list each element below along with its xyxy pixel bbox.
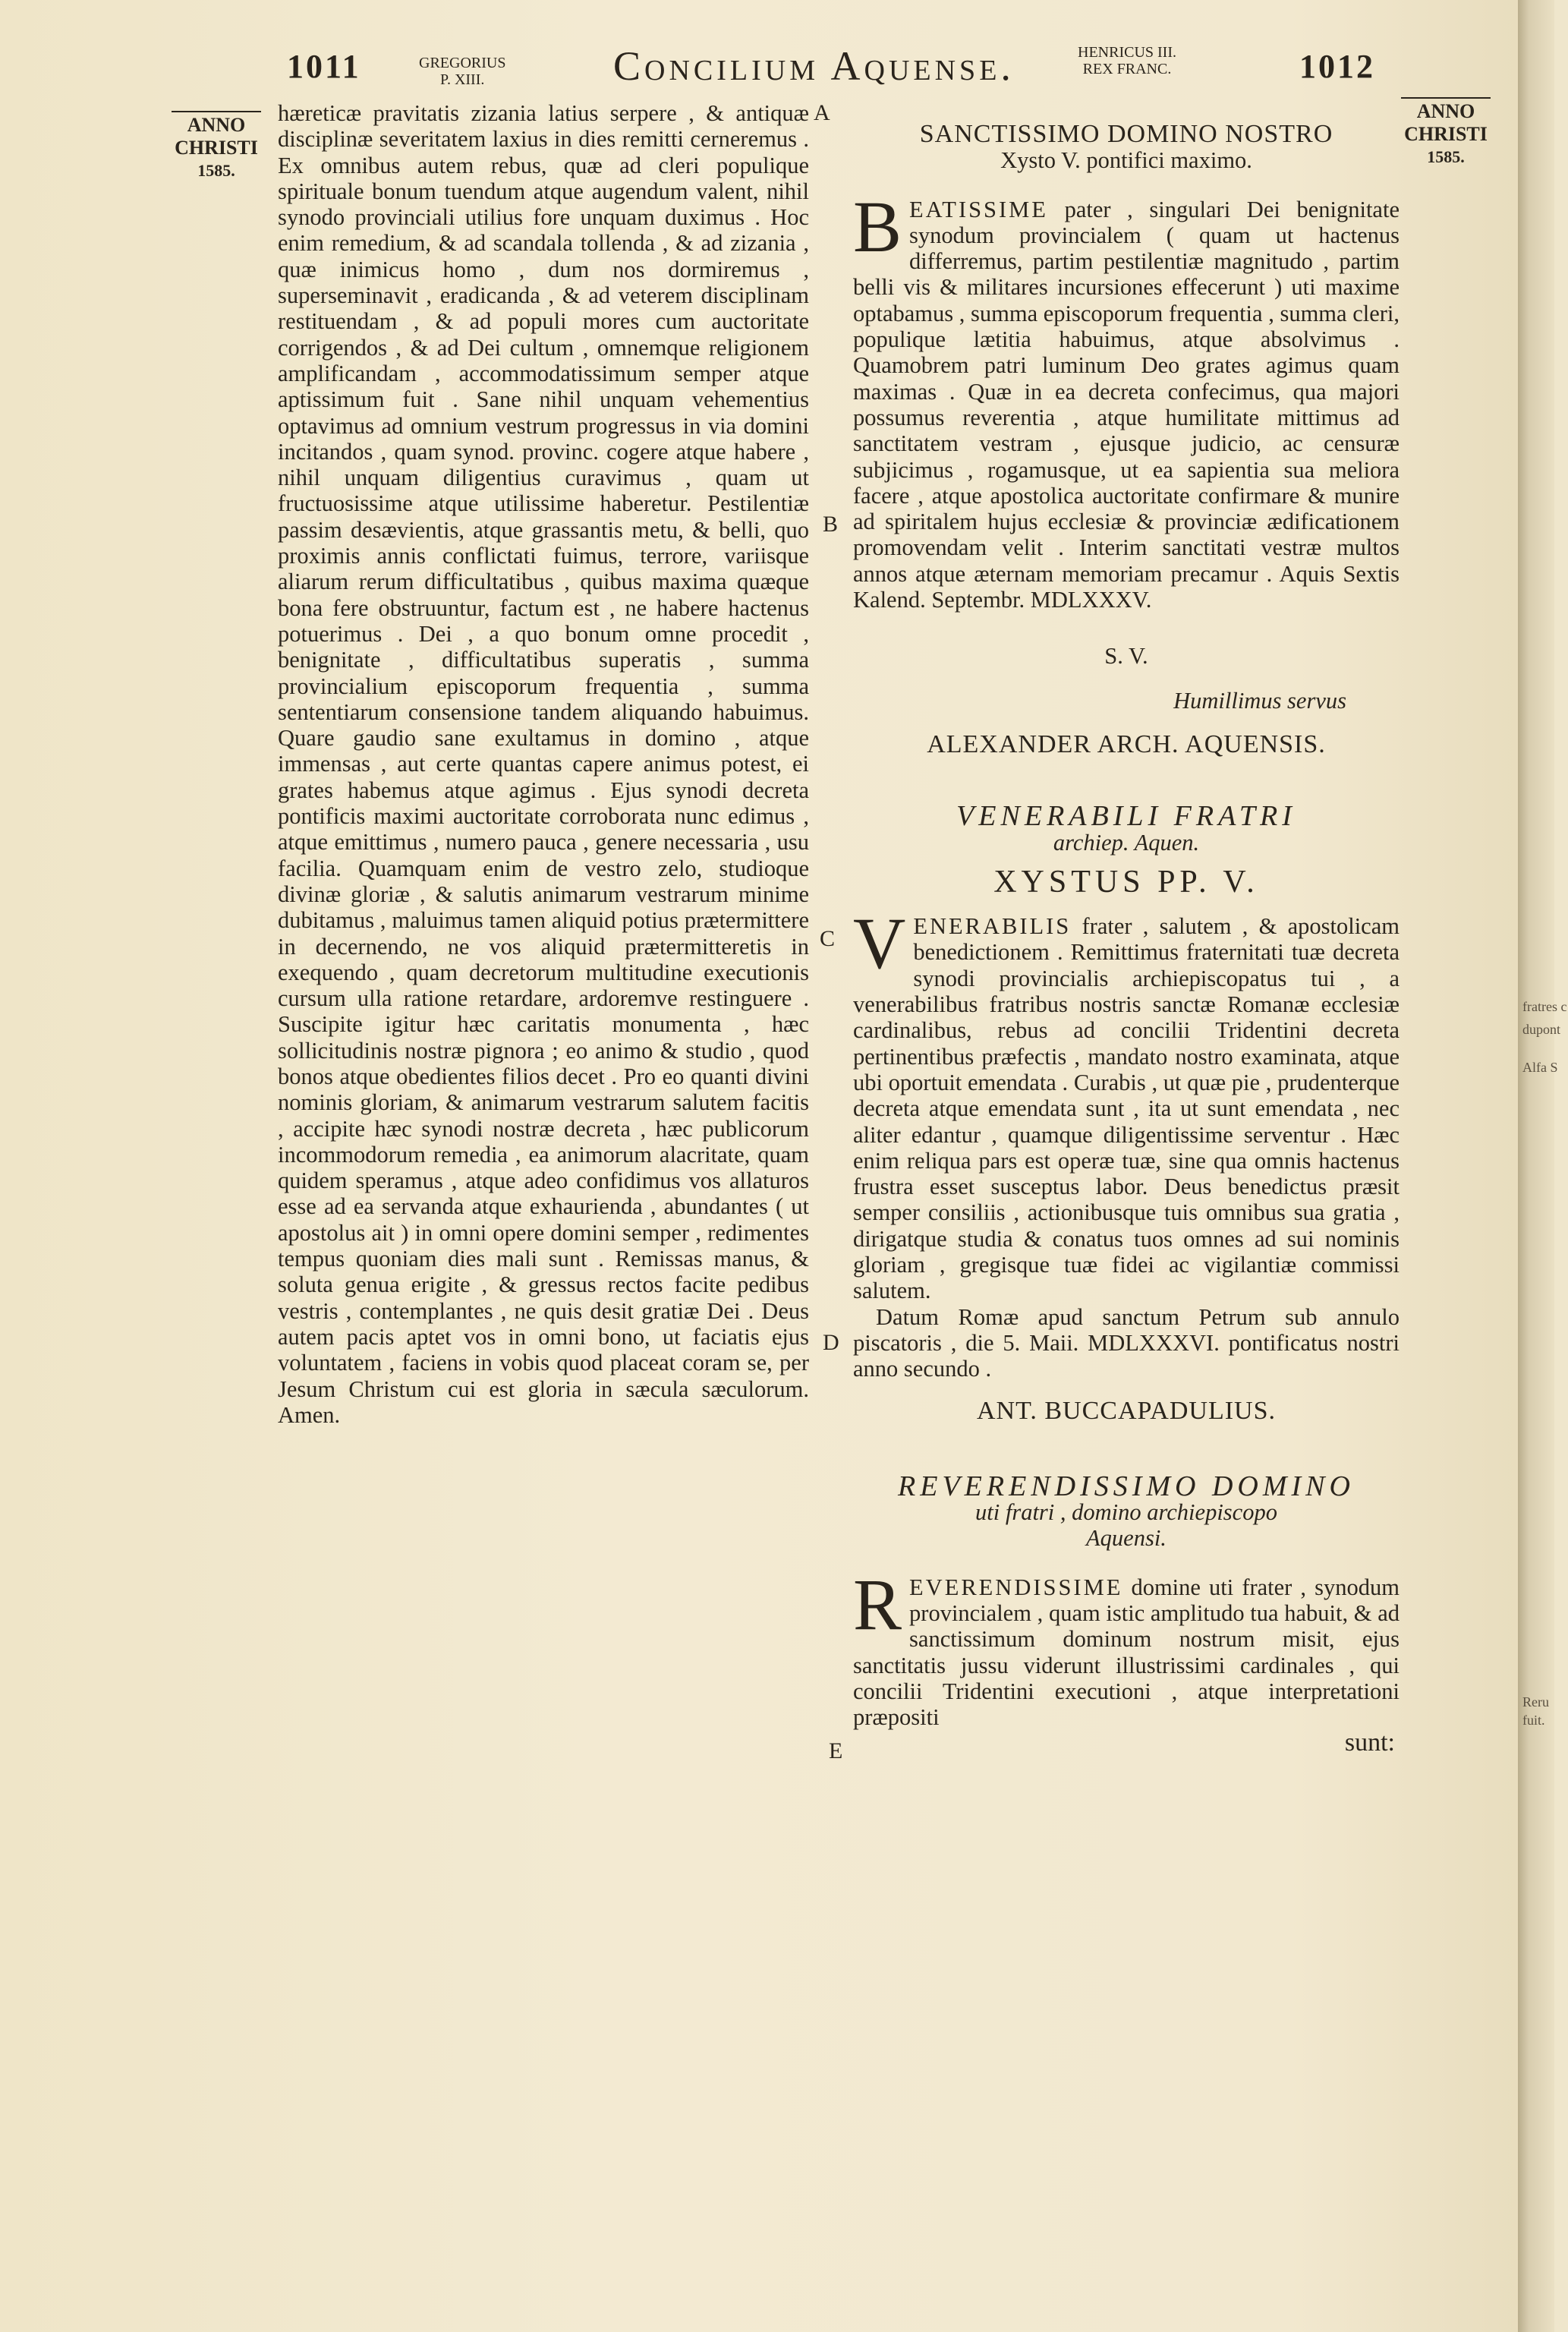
letter2-dropcap: V — [853, 903, 906, 985]
section-letter-d: D — [823, 1330, 839, 1355]
right-column — [853, 121, 1400, 1757]
letter1-sv: S. V. — [1104, 643, 1148, 670]
left-running-name: GREGORIUS P. XIII. — [419, 55, 506, 88]
letter1-servant: Humillimus servus — [1173, 687, 1346, 714]
letter3-rubric-sub1: uti fratri , domino archiepiscopo — [975, 1499, 1277, 1526]
letter2-title: XYSTUS PP. V. — [993, 864, 1259, 900]
letter3-body: REVERENDISSIME domine uti frater , synodum provincialem , quam istic amplitudo tua habuit, & ad sanctissimum dominum nostrum misit, ejus sanctitatis jussu viderunt illustrissimi cardinales , qui concilii Tridentini executioni , atque interpretationi præpositi — [853, 1563, 1400, 1731]
letter2-dated: Datum Romæ apud sanctum Petrum sub annulo piscatoris , die 5. Maii. MDLXXXVI. pontificatus nostri anno secundo . — [853, 1303, 1400, 1382]
letter1-subheading: Xysto V. pontifici maximo. — [1000, 147, 1252, 174]
letter1-dropcap: B — [853, 185, 902, 267]
section-letter-a: A — [814, 100, 830, 125]
letter2-lead: ENERABILIS — [913, 913, 1072, 940]
facing-fragment: fratres c — [1522, 999, 1567, 1014]
letter1-signature: ALEXANDER ARCH. AQUENSIS. — [927, 730, 1326, 758]
letter3-rubric: REVERENDISSIMO DOMINO — [898, 1470, 1355, 1502]
catchword: sunt: — [1344, 1729, 1395, 1757]
letter1-heading: SANCTISSIMO DOMINO NOSTRO — [919, 120, 1333, 148]
letter3-rubric-sub2: Aquensi. — [1086, 1525, 1167, 1552]
letter2-rubric: VENERABILI FRATRI — [956, 800, 1296, 833]
right-margin-year: ANNO CHRISTI 1585. — [1401, 97, 1491, 169]
letter2-body: VENERABILIS frater , salutem , & apostolicam benedictionem . Remittimus fraternitati tuæ decreta synodi provincialis archiepiscopatus tui , a venerabilibus fratribus nostris sanctæ Romanæ ecclesiæ cardinalibus, rebus ad concilii Tridentini decreta pertinentibus præfectis , mandato nostro examinata, atque ubi oportuit emendata . Curabis , ut quæ pie , prudenterque decreta atque emendata sunt , ita ut sunt emendata , nec aliter edantur , quamque diligentissime serventur . Hæc enim reliqua pars est operæ tuæ, sine qua omnis hactenus frustra esset susceptus labor. Deus benedictus præsit semper consiliis , actionibusque tuis omnibus sua gratia , dirigatque studia & conatus tuos omnes ad sui nominis gloriam , gregisque tuæ fidei ac vigilantiæ commissi salutem. — [853, 903, 1400, 1304]
facing-page-edge — [1518, 0, 1567, 2332]
section-letter-b: B — [823, 512, 839, 537]
letter2-signature: ANT. BUCCAPADULIUS. — [977, 1397, 1276, 1426]
right-page-number: 1012 — [1299, 48, 1375, 85]
section-letter-e: E — [829, 1738, 843, 1763]
section-letter-c: C — [820, 926, 836, 951]
right-running-name: HENRICUS III. REX FRANC. — [1078, 44, 1176, 77]
letter2-rubric-sub: archiep. Aquen. — [1053, 829, 1200, 856]
facing-fragment: Alfa S — [1522, 1060, 1558, 1075]
letter3-dropcap: R — [853, 1563, 902, 1645]
left-page-number: 1011 — [287, 48, 361, 85]
letter1-lead: EATISSIME — [909, 196, 1048, 222]
letter3-lead: EVERENDISSIME — [909, 1574, 1123, 1600]
facing-fragment: Reru — [1522, 1694, 1549, 1710]
page-title: Concilium Aquense. — [613, 43, 1015, 89]
left-column-text: hæreticæ pravitatis zizania latius serpere , & antiquæ disciplinæ severitatem laxius in dies remitti cerneremus . Ex omnibus autem rebus, quæ ad cleri populique spirituale bonum tuendum atque augendum valent, nihil synodo provinciali utilius fore unquam duximus . Hoc enim remedium, & ad scandala tollenda , & ad zizania , quæ inimicus homo , dum nos dormiremus , superseminavit , eradicanda , & ad veterem disciplinam restituendam , & ad populi mores cum auctoritate corrigendos , & ad Dei cultum , omnemque religionem amplificandam , accommodatissimum semper atque aptissimum fuit . Sane nihil unquam vehementius optavimus ad omnium vestrum progressus in via domini incitandos , quam synod. provinc. cogere atque habere , nihil unquam diligentius curavimus , quam ut fructuosissime atque utilissime haberetur. Pestilentiæ passim desævientis, atque grassantis metu, & belli, quo proximis annis conflictati fuimus, terrore, variisque aliarum rerum difficultatibus , quibus maxima quæque bona fere obstruuntur, factum est , ne habere hactenus potuerimus . Dei , a quo bonum omne procedit , benignitate , difficultatibus superatis , summa provincialium episcoporum frequentia , summa sententiarum consensione tandem aliquando habuimus. Quare gaudio sane exultamus in domino , atque immensas , aut certe quantas capere animus potest, ei grates habemus atque agimus . Ejus synodi decreta pontificis maximi auctoritate corroborata nunc edimus , atque emittimus , numero pauca , genere necessaria , usu facilia. Quamquam enim de vestro zelo, studioque divinæ gloriæ , & salutis animarum vestrarum minime dubitamus , maluimus tamen aliquid potius prætermittere in decernendo, ne vos aliquid prætermitteretis in exequendo , quam decretorum multitudine executionis cursum ulla ratione retardare, ardoremve restinguere . Suscipite igitur hæc caritatis monumenta , hæc sollicitudinis nostræ pignora ; eo animo & studio , quod bonos atque obedientes filios decet . Pro eo quanti divini nominis gloriam, & animarum vestrarum salutem facitis , accipite hæc synodi nostræ decreta , hæc publicorum incommodorum remedia , ea animorum alacritate, quam quidem speramus , atque adeo confidimus vos allaturos esse ad ea servanda atque exhaurienda , abundantes ( ut apostolus ait ) in omni opere domini semper , redimentes tempus quoniam dies mali sunt . Remissas manus, & soluta genua erigite , & gressus rectos facite pedibus vestris , contemplantes , ne quis desit gratiæ Dei . Deus autem pacis aptet vos in omni bono, ut faciatis ejus voluntatem , faciens in vobis quod placeat coram se, per Jesum Christum cui est gloria in sæcula sæculorum. Amen. — [278, 100, 809, 1428]
letter1-body: BEATISSIME pater , singulari Dei benignitate synodum provincialem ( quam ut hactenus differremus, partim pestilentiæ magnitudo , partim belli vis & militares incursiones effecerunt ) uti maxime optabamus , summa episcoporum frequentia , summa cleri, populique lætitia habuimus, atque absolvimus . Quamobrem patri luminum Deo grates agimus quam maximas . Quæ in ea decreta confecimus, qua majori possumus reverentia , atque humilitate mittimus ad sanctitatem vestram , ejusque judicio, ac censuræ subjicimus , rogamusque, ut ea sapientia sua meliora facere , atque apostolica auctoritate confirmare & munire ad spiritalem hujus ecclesiæ & provinciæ ædificationem promovendam velit . Interim sanctitati vestræ multos annos atque æternam memoriam precamur . Aquis Sextis Kalend. Septembr. MDLXXXV. — [853, 185, 1400, 613]
facing-fragment: fuit. — [1522, 1713, 1545, 1728]
left-margin-year: ANNO CHRISTI 1585. — [172, 111, 261, 182]
facing-fragment: dupont — [1522, 1022, 1561, 1037]
